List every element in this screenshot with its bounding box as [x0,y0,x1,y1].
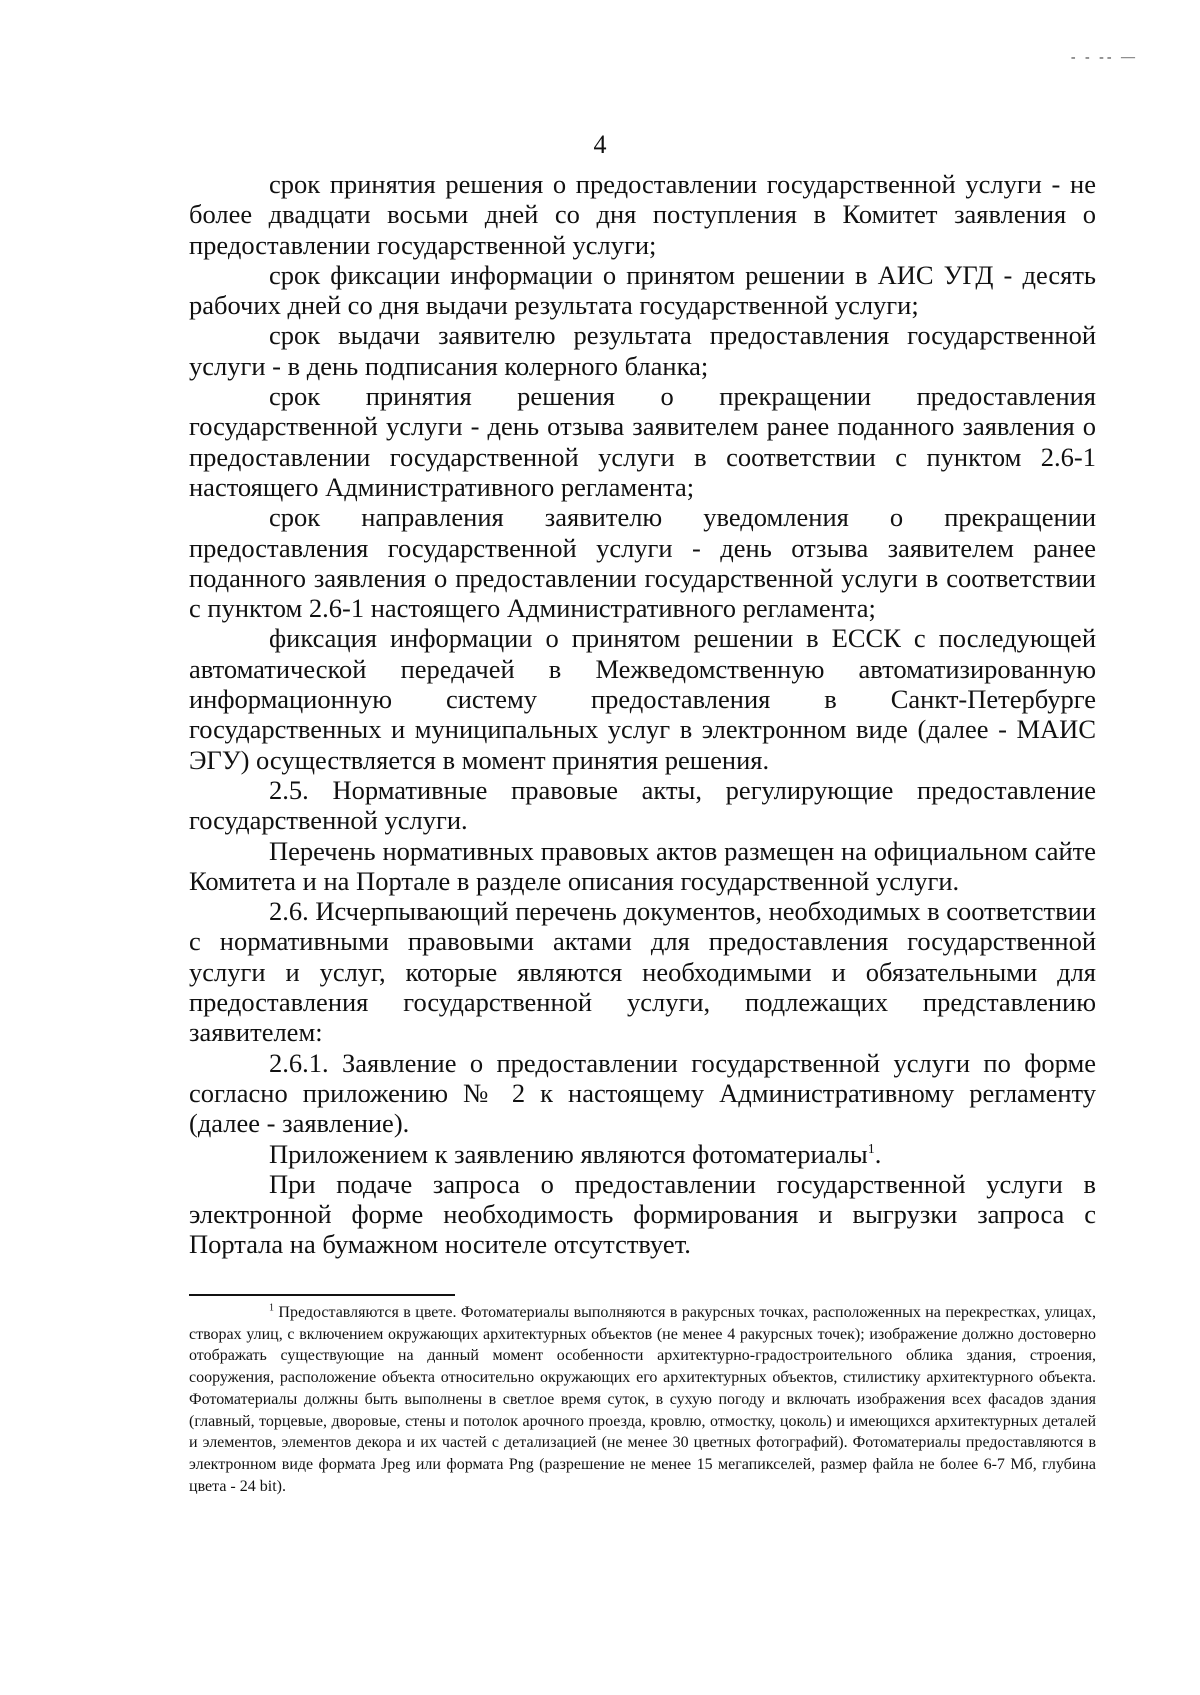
footnote-marker: 1 [269,1302,274,1314]
paragraph-section-2-6-1: 2.6.1. Заявление о предоставлении государственной услуги по форме согласно приложению № 2 к настоящему Административному регламенту (далее - заявление). [189,1047,1096,1139]
paragraph-recording-term: срок фиксации информации о принятом решении в АИС УГД - десять рабочих дней со дня выдачи результата государственной услуги; [189,259,1096,321]
paragraph-section-2-5: 2.5. Нормативные правовые акты, регулирующие предоставление государственной услуги. [189,774,1096,836]
paragraph-termination-notice-term: срок направления заявителю уведомления о прекращении предоставления государственной услуги - день отзыва заявителем ранее поданного заявления о предоставлении государственной услуги в соответствии с пунктом 2.6-1 настоящего Административного регламента; [189,502,1096,624]
attachment-end: . [874,1138,882,1169]
paragraph-section-2-6: 2.6. Исчерпывающий перечень документов, необходимых в соответствии с нормативными правовыми актами для предоставления государственной услуги и услуг, которые являются необходимыми и обязательными для предоставления государственной услуги, подлежащих представлению заявителем: [189,896,1096,1048]
paragraph-electronic-request: При подаче запроса о предоставлении государственной услуги в электронной форме необходимость формирования и выгрузки запроса с Портала на бумажном носителе отсутствует. [189,1168,1096,1260]
document-body [189,169,1096,1260]
paragraph-essk-recording: фиксация информации о принятом решении в ЕССК с последующей автоматической передачей в Межведомственную автоматизированную информационную систему предоставления в Санкт-Петербурге государственных и муниципальных услуг в электронном виде (далее - МАИС ЭГУ) осуществляется в момент принятия решения. [189,623,1096,775]
attachment-text: Приложением к заявлению являются фотоматериалы [269,1138,868,1169]
footnote [189,1302,1096,1497]
paragraph-legal-acts-list: Перечень нормативных правовых актов размещен на официальном сайте Комитета и на Портале в разделе описания государственной услуги. [189,835,1096,896]
footnote-separator [189,1294,455,1296]
paragraph-termination-decision-term: срок принятия решения о прекращении предоставления государственной услуги - день отзыва заявителем ранее поданного заявления о предоставлении государственной услуги в соответствии с пунктом 2.6-1 настоящего Административного регламента; [189,381,1096,502]
paragraph-issue-term: срок выдачи заявителю результата предоставления государственной услуги - в день подписания колерного бланка; [189,320,1096,381]
paragraph-decision-term: срок принятия решения о предоставлении государственной услуги - не более двадцати восьми дней со дня поступления в Комитет заявления о предоставлении государственной услуги; [189,169,1096,260]
footnote-text: Предоставляются в цвете. Фотоматериалы выполняются в ракурсных точках, расположенных на перекрестках, улицах, створах улиц, с включением окружающих архитектурных объектов (не менее 4 ракурсных точек); изображение должно достоверно отображать существующие на данный момент особенности архитектурно-градостроительного облика здания, строения, сооружения, расположение объекта относительно окружающих его архитектурных объектов, стилистику архитектурного объекта. Фотоматериалы должны быть выполнены в светлое время суток, в сухую погоду и включать изображения всех фасадов здания (главный, торцевые, дворовые, стены и потолок арочного проезда, кровлю, отмостку, цоколь) и имеющихся архитектурных деталей и элементов, элементов декора и их частей с детализацией (не менее 30 цветных фотографий). Фотоматериалы предоставляются в электронном виде формата Jpeg или формата Png (разрешение не менее 15 мегапикселей, размер файла не более 6-7 Мб, глубина цвета - 24 bit). [189,1304,1097,1495]
paragraph-attachment [189,1139,1096,1169]
page-number: 4 [593,130,607,159]
scan-corner-mark: - - -- — [1070,50,1138,65]
footnote-reference: 1 [867,1141,875,1157]
